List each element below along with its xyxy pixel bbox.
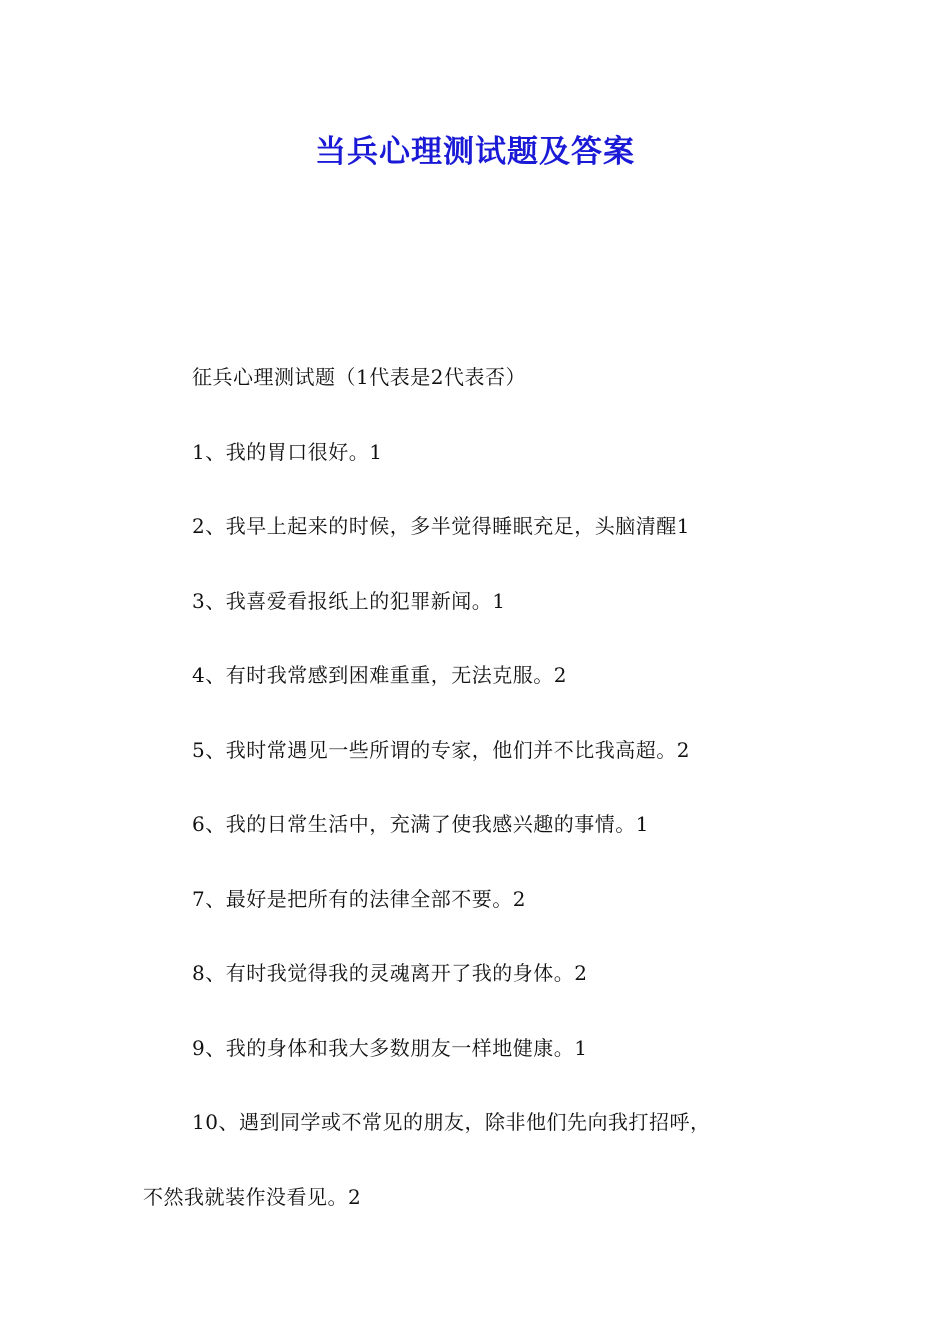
intro-paragraph: 征兵心理测试题（1代表是2代表否） (192, 365, 526, 389)
question-item-2: 2、我早上起来的时候，多半觉得睡眠充足，头脑清醒1 (192, 514, 690, 538)
question-item-10-continuation: 不然我就装作没看见。2 (143, 1184, 362, 1209)
question-item-7: 7、最好是把所有的法律全部不要。2 (192, 886, 526, 911)
question-item-10: 10、遇到同学或不常见的朋友，除非他们先向我打招呼， (192, 1110, 711, 1134)
question-item-6: 6、我的日常生活中，充满了使我感兴趣的事情。1 (192, 812, 649, 836)
question-item-8: 8、有时我觉得我的灵魂离开了我的身体。2 (192, 961, 588, 985)
document-title: 当兵心理测试题及答案 (315, 134, 635, 170)
question-item-3: 3、我喜爱看报纸上的犯罪新闻。1 (192, 588, 506, 613)
question-item-9: 9、我的身体和我大多数朋友一样地健康。1 (192, 1035, 588, 1060)
question-item-5: 5、我时常遇见一些所谓的专家，他们并不比我高超。2 (192, 737, 690, 762)
document-body (143, 340, 823, 1234)
question-item-4: 4、有时我常感到困难重重，无法克服。2 (192, 663, 567, 687)
question-item-1: 1、我的胃口很好。1 (192, 439, 383, 464)
